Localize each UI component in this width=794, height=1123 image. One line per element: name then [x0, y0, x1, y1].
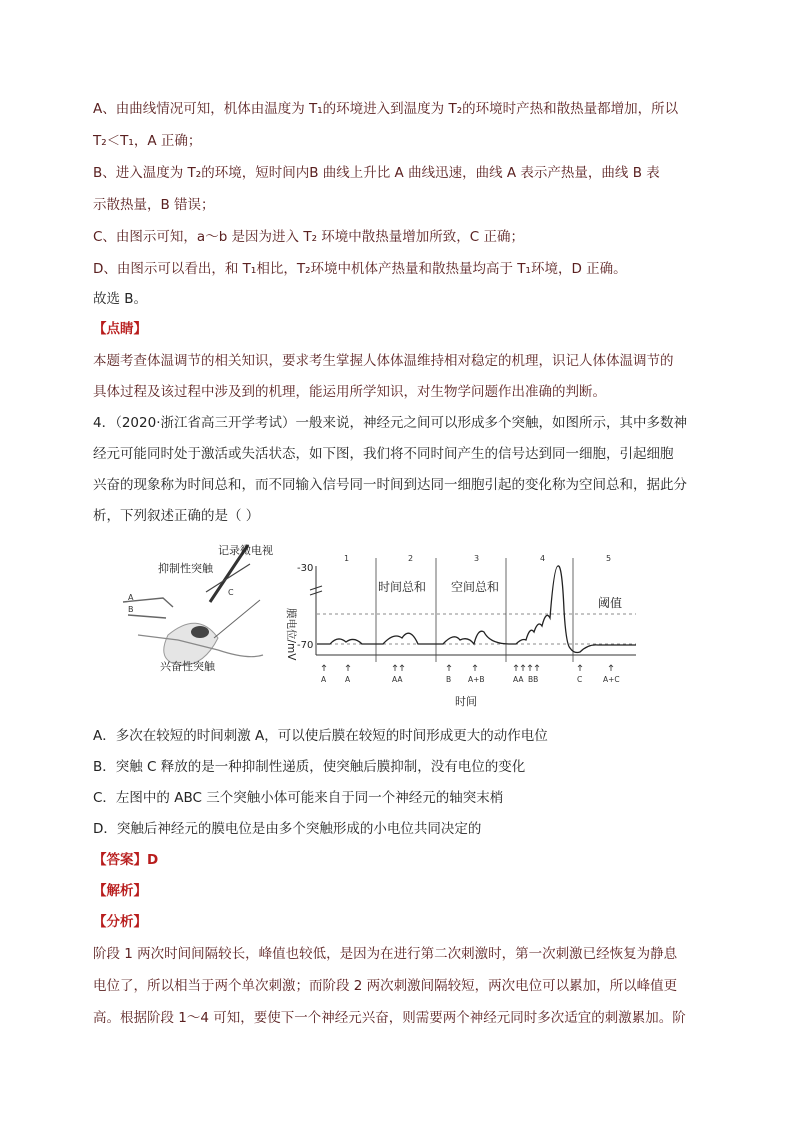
question-text: 析，下列叙述正确的是（ ）: [93, 508, 260, 524]
text-line: D、由图示可以看出，和 T₁相比，T₂环境中机体产热量和散热量均高于 T₁环境，D 正确。: [93, 261, 627, 277]
x-axis-label: 时间: [455, 695, 477, 708]
neuron-figure: [118, 540, 638, 715]
option-d: D．突触后神经元的膜电位是由多个突触形成的小电位共同决定的: [93, 821, 482, 837]
stimulus-label: C: [577, 675, 583, 684]
text-line: 高。根据阶段 1～4 可知，要使下一个神经元兴奋，则需要两个神经元同时多次适宜的刺激累加。阶: [93, 1010, 686, 1026]
stage-number: 2: [408, 554, 414, 563]
stimulus-label: A+B: [468, 675, 485, 684]
text-line: 阶段 1 两次时间间隔较长，峰值也较低，是因为在进行第二次刺激时，第一次刺激已经恢复为静息: [93, 946, 678, 962]
potential-chart: [285, 554, 636, 708]
option-c: C．左图中的 ABC 三个突触小体可能来自于同一个神经元的轴突末梢: [93, 790, 504, 806]
temporal-summation-label: 时间总和: [378, 580, 427, 594]
stimulus-arrows: [322, 665, 613, 671]
stimulus-label: BB: [528, 675, 539, 684]
threshold-label: 阈值: [598, 596, 623, 610]
inhibitory-synapse-label: 抑制性突触: [158, 562, 213, 575]
option-a: A．多次在较短的时间刺激 A，可以使后膜在较短的时间形成更大的动作电位: [93, 728, 548, 744]
text-line: A、由曲线情况可知，机体由温度为 T₁的环境进入到温度为 T₂的环境时产热和散热量都增加，所以: [93, 101, 679, 117]
text-line: 故选 B。: [93, 291, 148, 307]
stimulus-label: A: [321, 675, 327, 684]
membrane-potential-curve: [317, 566, 636, 653]
stage-number: 4: [540, 554, 546, 563]
synapse-c-label: C: [228, 588, 234, 597]
stimulus-label: A: [345, 675, 351, 684]
text-line: 具体过程及该过程中涉及到的机理，能运用所学知识，对生物学问题作出准确的判断。: [93, 384, 606, 400]
answer-heading: 【答案】D: [93, 852, 159, 868]
record-electrode-label: 记录微电视: [218, 544, 273, 557]
analysis-heading: 【解析】: [93, 883, 147, 899]
stage-number: 3: [474, 554, 480, 563]
option-b: B．突触 C 释放的是一种抑制性递质，使突触后膜抑制，没有电位的变化: [93, 759, 526, 775]
stage-number: 1: [344, 554, 350, 563]
stage-number: 5: [606, 554, 612, 563]
text-line: T₂＜T₁，A 正确；: [93, 133, 202, 149]
ytick-label: -30: [297, 563, 314, 574]
synapse-b-label: B: [128, 605, 134, 614]
text-line: B、进入温度为 T₂的环境，短时间内B 曲线上升比 A 曲线迅速，曲线 A 表示产热量，曲线 B 表: [93, 165, 660, 181]
stimulus-label: A+C: [603, 675, 620, 684]
stimulus-label: AA: [513, 675, 524, 684]
text-line: C、由图示可知，a～b 是因为进入 T₂ 环境中散热量增加所致，C 正确；: [93, 229, 525, 245]
analysis-subheading: 【分析】: [93, 914, 147, 930]
text-line: 本题考查体温调节的相关知识，要求考生掌握人体体温维持相对稳定的机理，识记人体体温调节的: [93, 353, 674, 369]
ytick-label: -70: [297, 640, 314, 651]
text-line: 示散热量，B 错误；: [93, 197, 215, 213]
stimulus-label: AA: [392, 675, 403, 684]
question-text: 4．（2020·浙江省高三开学考试）一般来说，神经元之间可以形成多个突触，如图所示，其中多数神: [93, 415, 687, 431]
text-line: 电位了，所以相当于两个单次刺激；而阶段 2 两次刺激间隔较短，两次电位可以累加，所以峰值更: [93, 978, 678, 994]
question-text: 经元可能同时处于激活或失活状态，如下图，我们将不同时间产生的信号达到同一细胞，引起细胞: [93, 446, 674, 462]
synapse-a-label: A: [128, 593, 134, 602]
question-text: 兴奋的现象称为时间总和，而不同输入信号同一时间到达同一细胞引起的变化称为空间总和，据此分: [93, 477, 687, 493]
section-heading: 【点睛】: [93, 321, 147, 337]
synapse-diagram: [123, 543, 273, 673]
stimulus-label: B: [446, 675, 452, 684]
y-axis-label: 膜电位/mV: [285, 608, 297, 661]
spatial-summation-label: 空间总和: [451, 580, 500, 594]
excitatory-synapse-label: 兴奋性突触: [160, 660, 215, 673]
